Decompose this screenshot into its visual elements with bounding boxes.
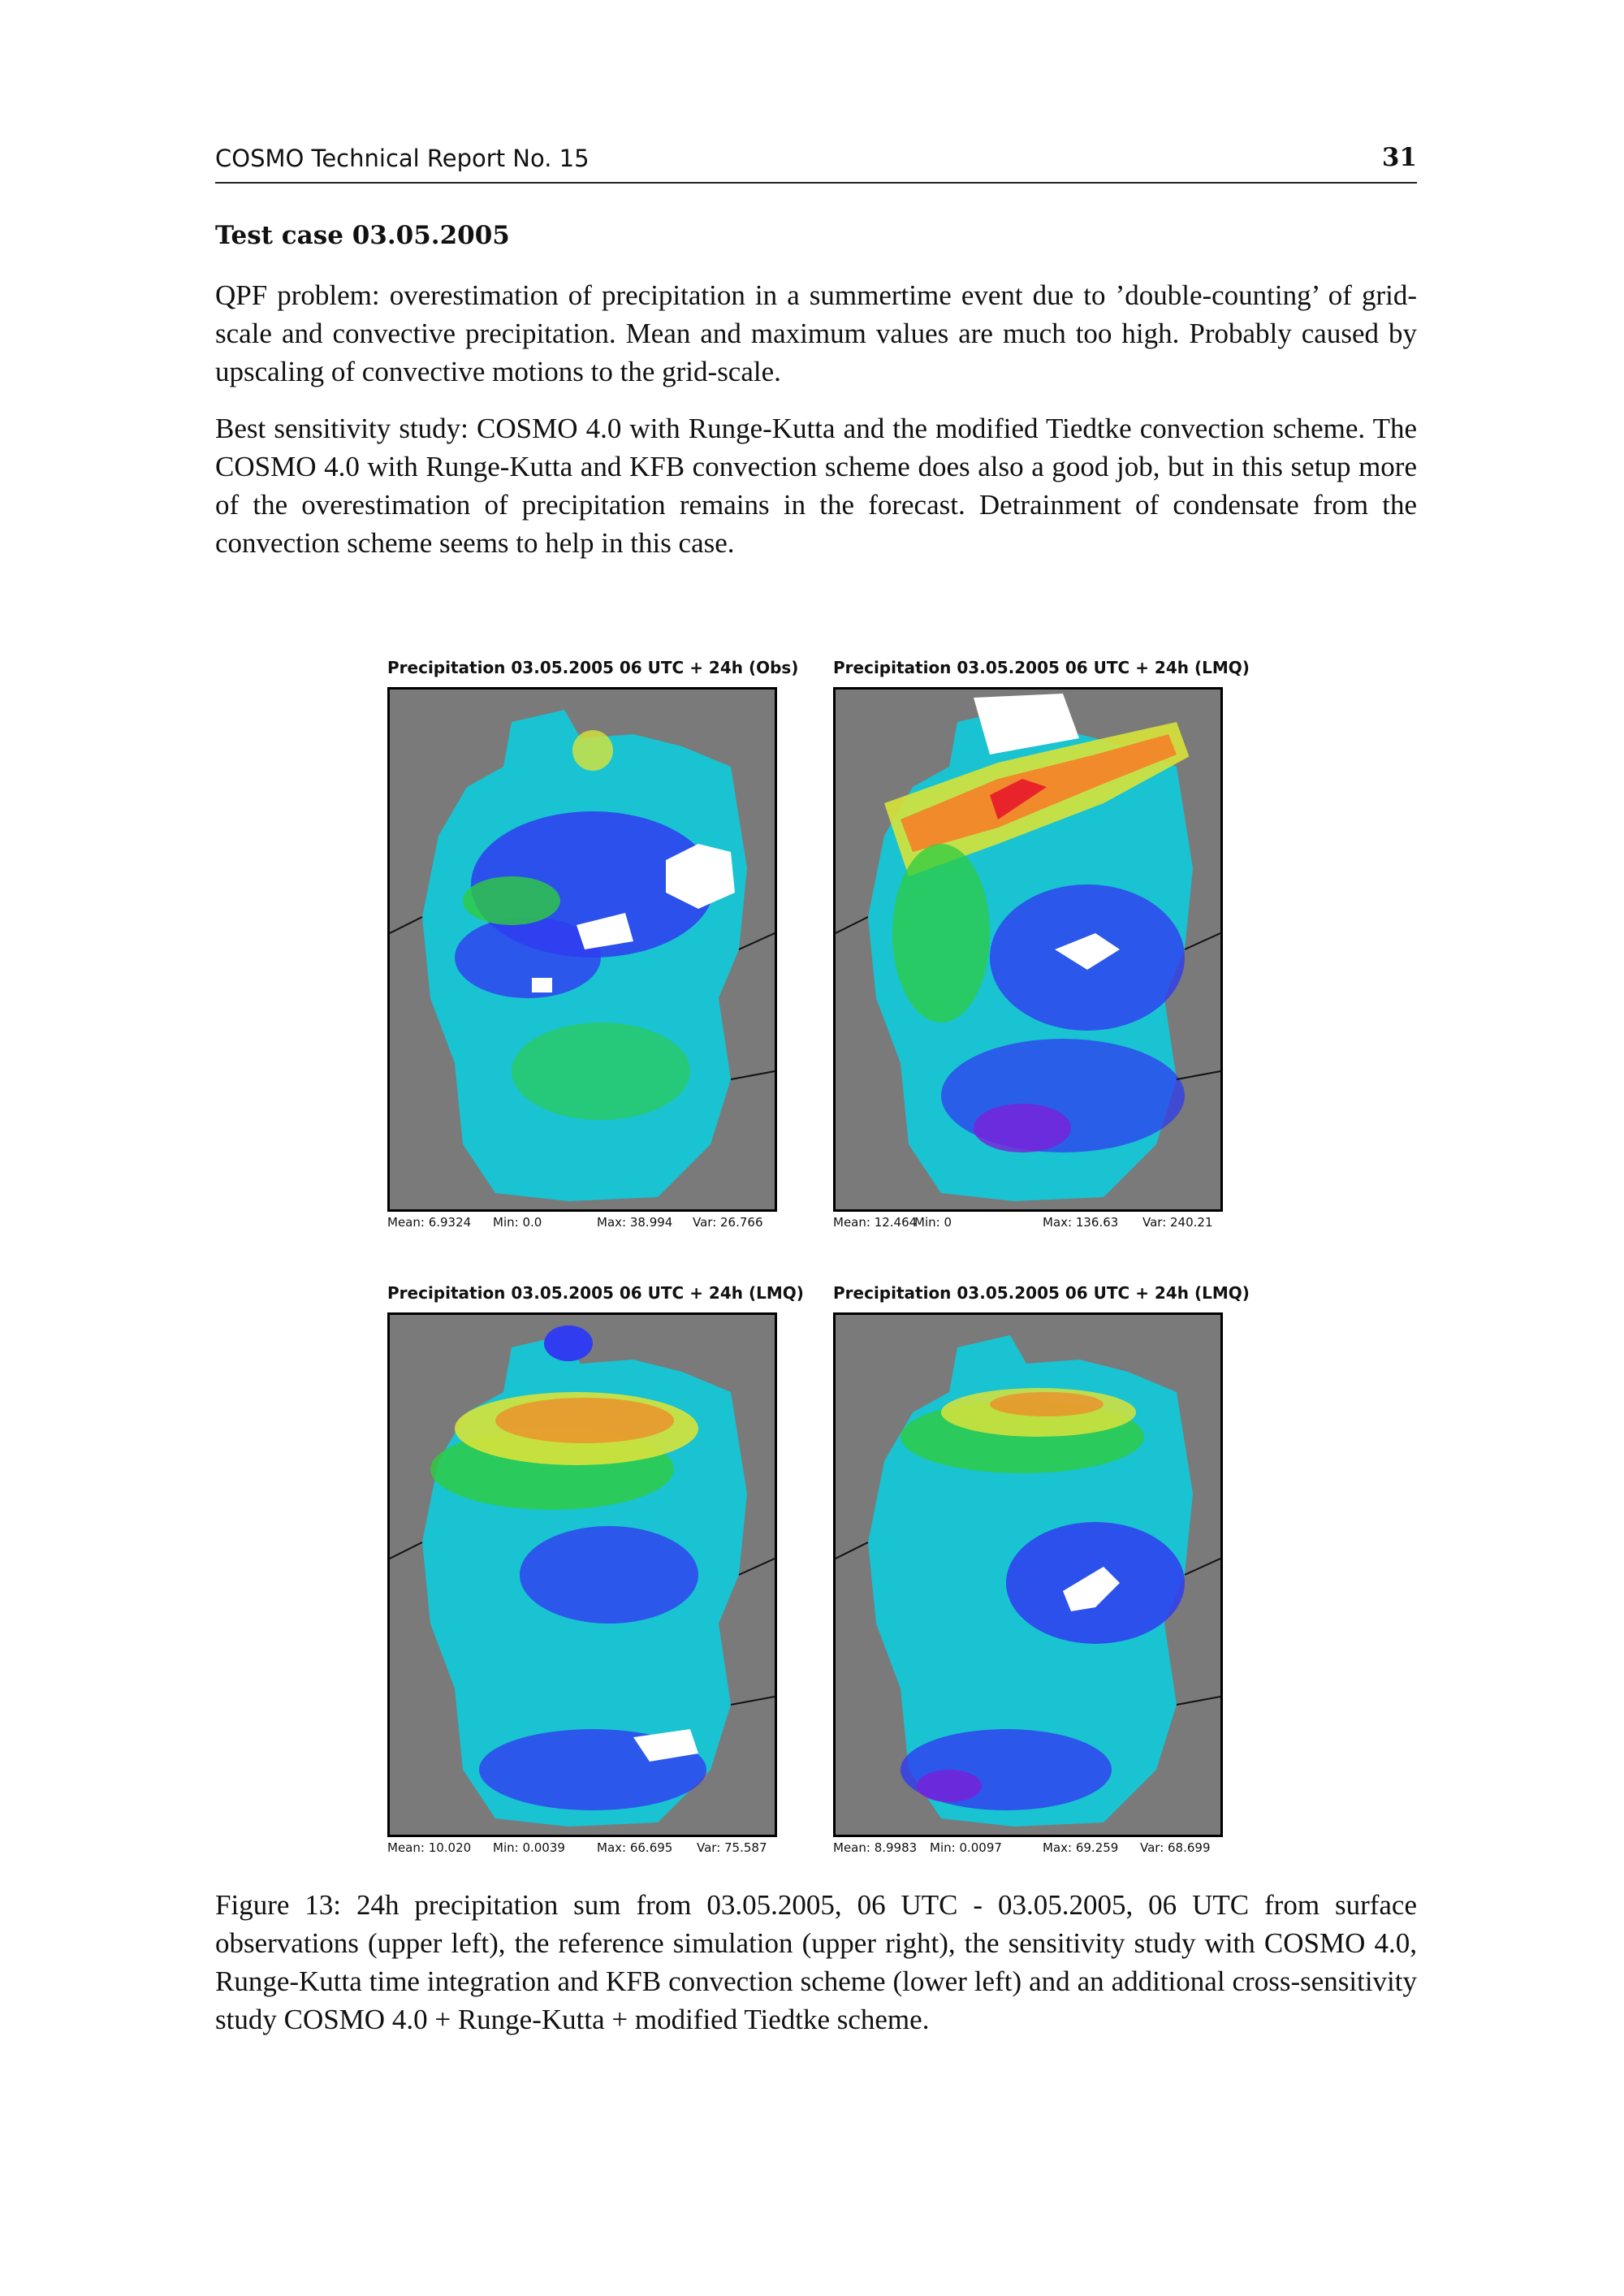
paragraph-qpf-problem: QPF problem: overestimation of precipitation in a summertime event due to ’double-counting’ of grid-scale and convective precipitation. Mean and maximum values are much too high. Probably caused by upscaling of convective motions to the grid-scale. [215,279,1417,387]
purple-region [917,1770,982,1802]
map-graphic [390,690,775,1209]
orange-band [990,1392,1104,1416]
precip-map-tiedtke [833,1312,1223,1837]
stat-max: Max: 69.259 [1043,1840,1119,1855]
precip-map-reference [833,687,1223,1212]
stat-var: Var: 240.21 [1142,1215,1213,1230]
stat-max: Max: 136.63 [1043,1215,1119,1230]
green-region [512,1023,690,1120]
stat-var: Var: 75.587 [697,1840,767,1855]
blue-region [520,1526,698,1624]
stat-max: Max: 38.994 [597,1215,673,1230]
precip-map-obs [387,687,777,1212]
section-heading: Test case 03.05.2005 [215,221,510,250]
running-header [215,143,1417,184]
figure-caption: Figure 13: 24h precipitation sum from 03.05.2005, 06 UTC - 03.05.2005, 06 UTC from surface observations (upper left), the reference simulation (upper right), the sensitivity study with COSMO 4.0, Runge-Kutta time integration and KFB convection scheme (lower left) and an additional cross-sensitivity study COSMO 4.0 + Runge-Kutta + modified Tiedtke scheme. [215,1889,1417,2035]
purple-region [974,1104,1071,1152]
map-graphic [390,1315,775,1835]
stat-min: Min: 0.0039 [493,1840,565,1855]
panel-title-obs: Precipitation 03.05.2005 06 UTC + 24h (Obs) [387,658,799,677]
map-graphic [836,690,1220,1209]
stat-min: Min: 0 [914,1215,952,1230]
orange-band [495,1398,674,1443]
stat-mean: Mean: 12.464 [833,1215,918,1230]
report-title: COSMO Technical Report No. 15 [215,145,590,172]
stat-var: Var: 26.766 [693,1215,763,1230]
panel-title-kfb: Precipitation 03.05.2005 06 UTC + 24h (LMQ) [387,1283,804,1303]
panel-stats-tiedtke [833,1840,1223,1857]
blue-region [544,1325,593,1361]
stat-mean: Mean: 10.020 [387,1840,472,1855]
precip-map-kfb [387,1312,777,1837]
stat-max: Max: 66.695 [597,1840,673,1855]
yellow-region [572,730,613,771]
panel-title-tiedtke: Precipitation 03.05.2005 06 UTC + 24h (LMQ) [833,1283,1250,1303]
paragraph-best-sensitivity: Best sensitivity study: COSMO 4.0 with Runge-Kutta and the modified Tiedtke convection scheme. The COSMO 4.0 with Runge-Kutta and KFB convection scheme does also a good job, but in this setup more of the overestimation of precipitation remains in the forecast. Detrainment of condensate from the convection scheme seems to help in this case. [215,413,1417,559]
panel-title-reference: Precipitation 03.05.2005 06 UTC + 24h (LMQ) [833,658,1250,677]
panel-stats-reference [833,1215,1223,1231]
green-region [463,876,560,925]
map-graphic [836,1315,1220,1835]
stat-mean: Mean: 8.9983 [833,1840,918,1855]
panel-stats-kfb [387,1840,777,1857]
stat-var: Var: 68.699 [1140,1840,1211,1855]
green-region [892,844,990,1023]
panel-stats-obs [387,1215,777,1231]
page-number: 31 [1381,143,1417,172]
stat-mean: Mean: 6.9324 [387,1215,472,1230]
stat-min: Min: 0.0097 [930,1840,1002,1855]
white-max-region [532,978,552,992]
stat-min: Min: 0.0 [493,1215,542,1230]
